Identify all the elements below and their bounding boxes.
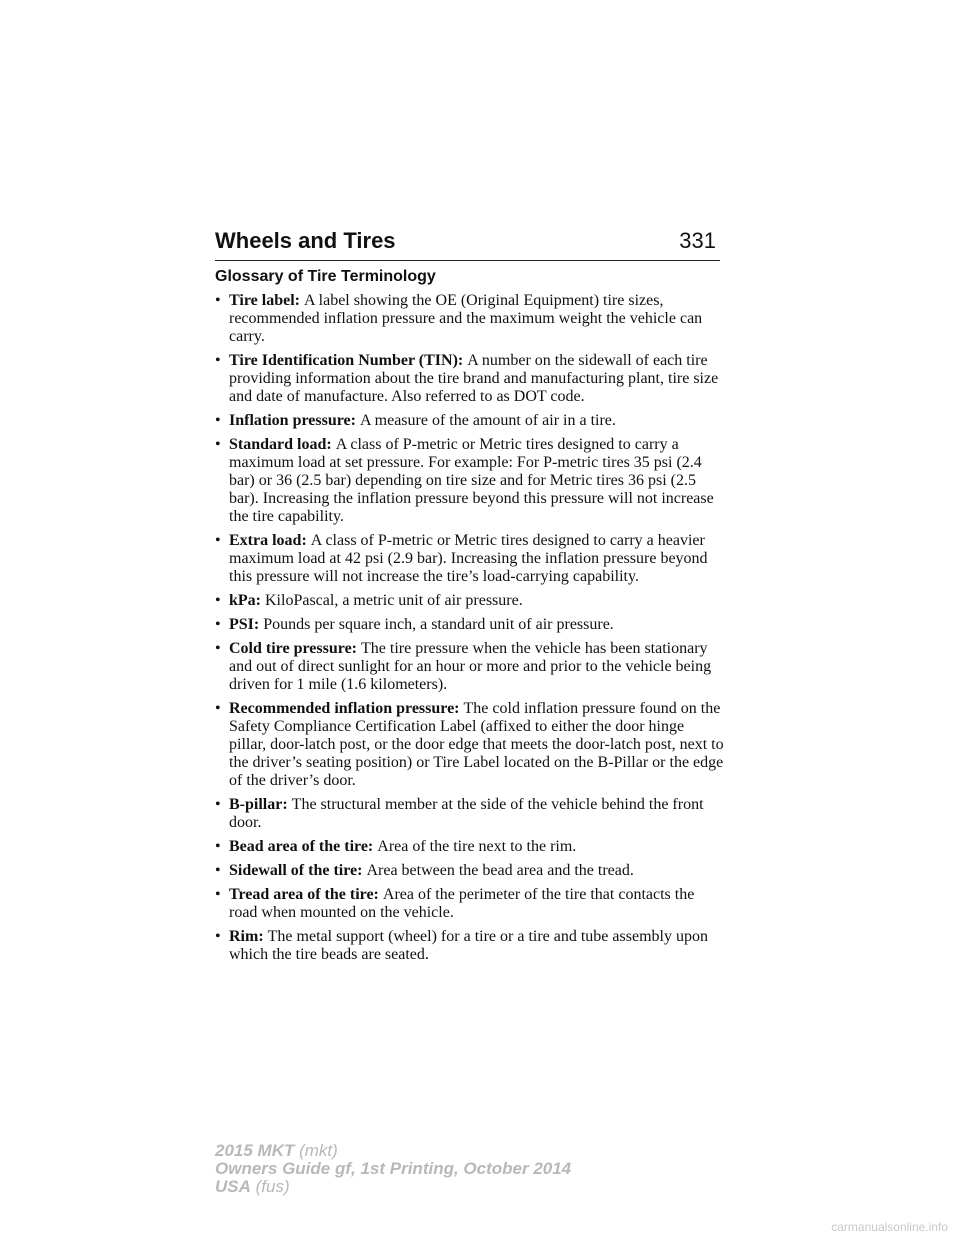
glossary-definition: The cold inflation pressure found on the Safety Compliance Certification Label (affixed to either the door hinge pillar, door-latch post, or the door edge that meets the door-latch post, next to the driver’s seating position) or Tire Label located on the B-Pillar or the edge of the driver’s door. bbox=[229, 700, 724, 789]
footer-model-line bbox=[215, 1142, 571, 1160]
glossary-definition: The metal support (wheel) for a tire or a tire and tube assembly upon which the tire beads are seated. bbox=[229, 928, 708, 963]
glossary-item bbox=[215, 796, 725, 832]
bullet-icon: • bbox=[215, 436, 221, 453]
glossary-term: B-pillar: bbox=[229, 796, 288, 813]
glossary-item bbox=[215, 412, 725, 430]
glossary-term: Extra load: bbox=[229, 532, 307, 549]
glossary-term: Tread area of the tire: bbox=[229, 886, 379, 903]
glossary-term: Tire Identification Number (TIN): bbox=[229, 352, 464, 369]
glossary-definition: Area of the perimeter of the tire that contacts the road when mounted on the vehicle. bbox=[229, 886, 695, 921]
glossary-section bbox=[215, 268, 725, 970]
bullet-icon: • bbox=[215, 352, 221, 369]
glossary-definition: The tire pressure when the vehicle has been stationary and out of direct sunlight for an hour or more and prior to the vehicle being driven for 1 mile (1.6 kilometers). bbox=[229, 640, 712, 693]
glossary-item bbox=[215, 292, 725, 346]
glossary-item bbox=[215, 532, 725, 586]
bullet-icon: • bbox=[215, 592, 221, 609]
bullet-icon: • bbox=[215, 292, 221, 309]
glossary-definition: A class of P-metric or Metric tires designed to carry a maximum load at set pressure. For example: For P-metric tires 35 psi (2.4 bar) or 36 (2.5 bar) depending on tire size and for Metric tires 36 psi (2.5 bar). Increasing the inflation pressure beyond this pressure will not increase the tire capability. bbox=[229, 436, 714, 525]
bullet-icon: • bbox=[215, 412, 221, 429]
bullet-icon: • bbox=[215, 796, 221, 813]
glossary-definition: The structural member at the side of the vehicle behind the front door. bbox=[229, 796, 704, 831]
glossary-term: Bead area of the tire: bbox=[229, 838, 374, 855]
glossary-term: Recommended inflation pressure: bbox=[229, 700, 460, 717]
glossary-definition: Area of the tire next to the rim. bbox=[377, 838, 577, 855]
glossary-item bbox=[215, 838, 725, 856]
glossary-definition: A measure of the amount of air in a tire. bbox=[359, 412, 616, 429]
glossary-item bbox=[215, 592, 725, 610]
footer-model-code: (mkt) bbox=[294, 1141, 338, 1160]
footer bbox=[215, 1142, 571, 1196]
bullet-icon: • bbox=[215, 532, 221, 549]
glossary-term: Standard load: bbox=[229, 436, 332, 453]
bullet-icon: • bbox=[215, 928, 221, 945]
glossary-item bbox=[215, 928, 725, 964]
glossary-term: Sidewall of the tire: bbox=[229, 862, 363, 879]
glossary-term: Cold tire pressure: bbox=[229, 640, 357, 657]
page-header bbox=[215, 228, 720, 262]
glossary-definition: Area between the bead area and the tread. bbox=[366, 862, 634, 879]
glossary-item bbox=[215, 862, 725, 880]
glossary-definition: A label showing the OE (Original Equipment) tire sizes, recommended inflation pressure and the maximum weight the vehicle can carry. bbox=[229, 292, 703, 345]
bullet-icon: • bbox=[215, 640, 221, 657]
watermark-link[interactable]: carmanualsonline.info bbox=[831, 1220, 948, 1234]
footer-market-line bbox=[215, 1178, 571, 1196]
glossary-definition: KiloPascal, a metric unit of air pressure. bbox=[265, 592, 523, 609]
bullet-icon: • bbox=[215, 886, 221, 903]
glossary-term: Inflation pressure: bbox=[229, 412, 356, 429]
bullet-icon: • bbox=[215, 862, 221, 879]
glossary-definition: A class of P-metric or Metric tires designed to carry a heavier maximum load at 42 psi (2.9 bar). Increasing the inflation pressure beyond this pressure will not increase the tire’s load-carrying capability. bbox=[229, 532, 708, 585]
glossary-term: PSI: bbox=[229, 616, 260, 633]
bullet-icon: • bbox=[215, 838, 221, 855]
glossary-term: Rim: bbox=[229, 928, 264, 945]
glossary-item bbox=[215, 436, 725, 526]
glossary-heading: Glossary of Tire Terminology bbox=[215, 268, 436, 285]
page-number: 331 bbox=[679, 228, 716, 253]
glossary-item bbox=[215, 886, 725, 922]
header-divider bbox=[215, 260, 720, 261]
section-title: Wheels and Tires bbox=[215, 228, 396, 253]
glossary-definition: A number on the sidewall of each tire providing information about the tire brand and manufacturing plant, tire size and date of manufacture. Also referred to as DOT code. bbox=[229, 352, 719, 405]
glossary-term: Tire label: bbox=[229, 292, 300, 309]
footer-market: USA bbox=[215, 1177, 251, 1196]
footer-guide-line: Owners Guide gf, 1st Printing, October 2014 bbox=[215, 1159, 572, 1178]
glossary-term: kPa: bbox=[229, 592, 261, 609]
glossary-list bbox=[215, 292, 725, 964]
glossary-item bbox=[215, 352, 725, 406]
glossary-item bbox=[215, 700, 725, 790]
footer-market-code: (fus) bbox=[250, 1177, 290, 1196]
glossary-item bbox=[215, 640, 725, 694]
glossary-item bbox=[215, 616, 725, 634]
bullet-icon: • bbox=[215, 700, 221, 717]
glossary-definition: Pounds per square inch, a standard unit of air pressure. bbox=[263, 616, 614, 633]
footer-model: 2015 MKT bbox=[215, 1141, 295, 1160]
bullet-icon: • bbox=[215, 616, 221, 633]
